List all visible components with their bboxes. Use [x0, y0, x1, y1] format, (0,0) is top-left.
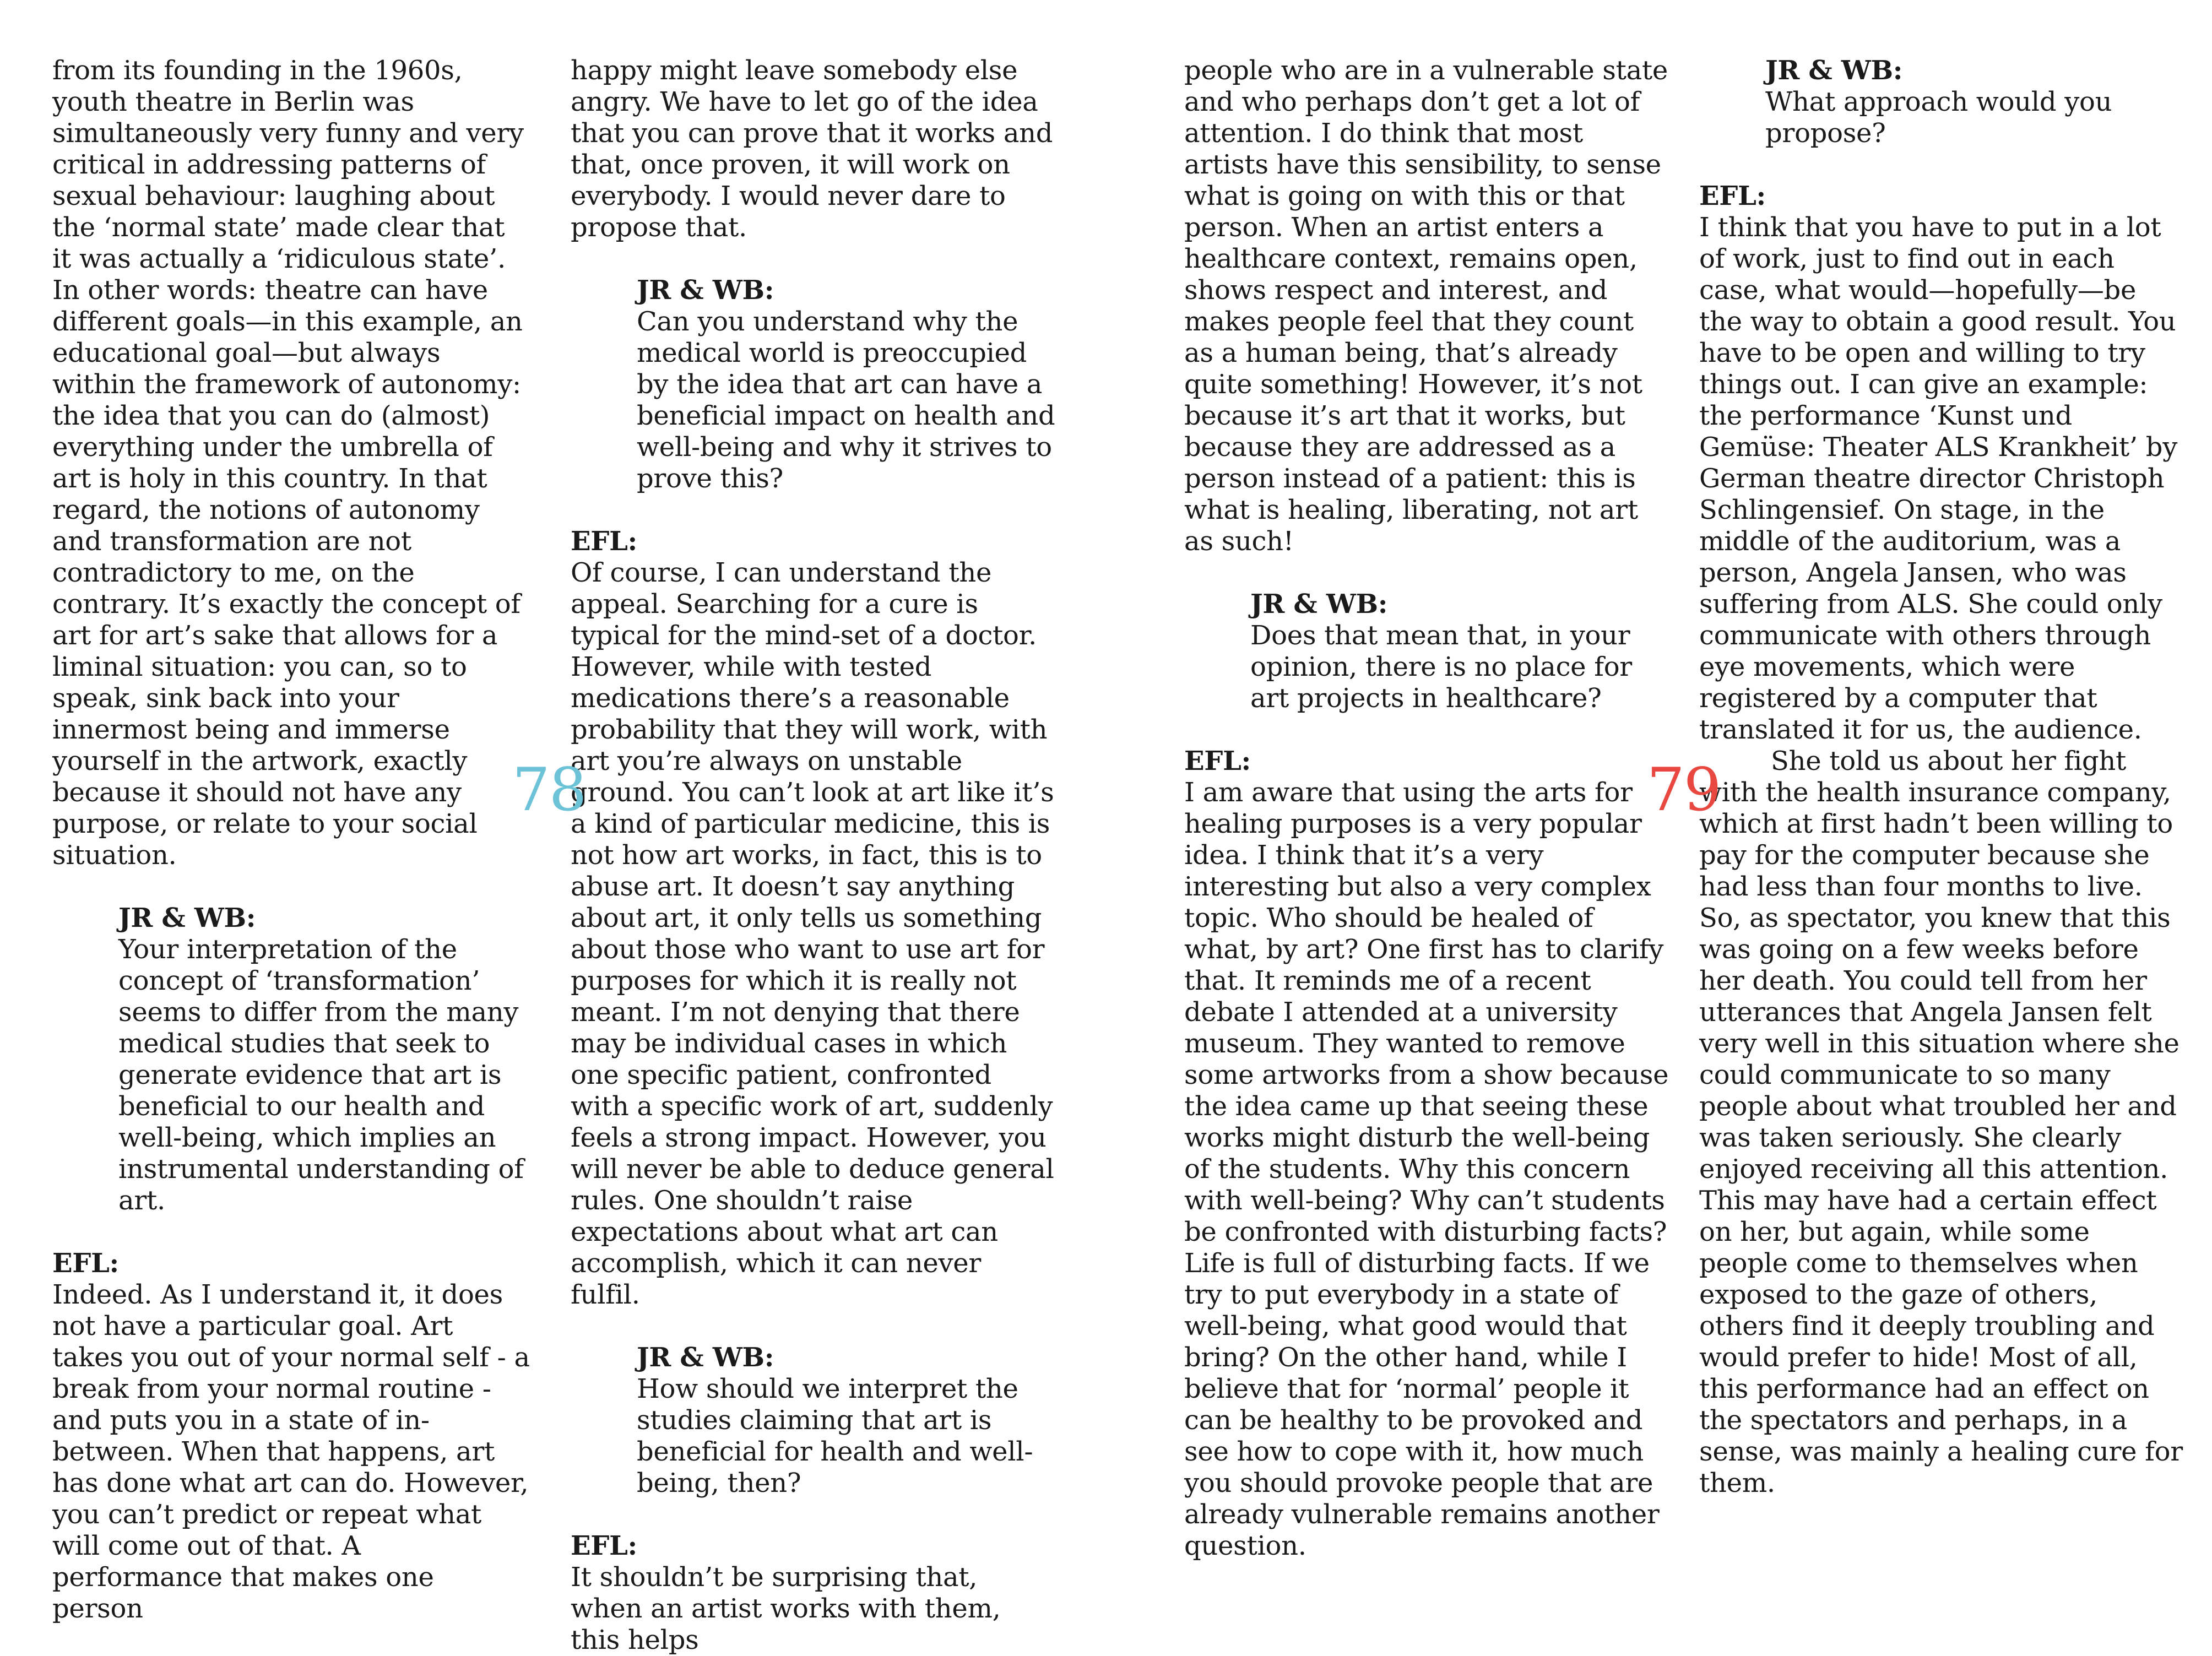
paragraph: people who are in a vulnerable state and who perhaps don’t get a lot of attention. I do think that most artists have this sensibility, to sense what is going on with this or that person. When an artist enters a healthcare context, remains open, shows respect and interest, and makes people feel that they count as a human being, that’s already quite something! However, it’s not because it’s art that it works, but because they are addressed as a person instead of a patient: this is what is healing, liberating, not art as such!: [1184, 55, 1668, 557]
speaker-label: EFL:: [1184, 746, 1251, 777]
speaker-label: JR & WB:: [1765, 55, 1903, 86]
answer-text: I think that you have to put in a lot of work, just to find out in each case, what would—hopefully—be the way to obtain a good result. You have to be open and willing to try things out. I can give an example: the performance ‘Kunst und Gemüse: Theater ALS Krankheit’ by German theatre director Christoph Schlingensief. On stage, in the middle of the auditorium, was a person, Angela Jansen, who was suffering from ALS. She could only communicate with others through eye movements, which were registered by a computer that translated it for us, the audience.: [1699, 212, 2178, 745]
column-2: [571, 55, 1055, 1656]
speaker-label: EFL:: [571, 526, 637, 557]
speaker-label: JR & WB:: [1250, 589, 1388, 620]
speaker-label: JR & WB:: [637, 1342, 774, 1373]
column-4: [1699, 55, 2184, 1499]
page-number-left: 78: [512, 756, 586, 824]
answer-text-continued: She told us about her fight with the health insurance company, which at first hadn’t been willing to pay for the computer because she had less than four months to live. So, as spectator, you knew that this was going on a few weeks before her death. You could tell from her utterances that Angela Jansen felt very well in this situation where she could communicate to so many people about what troubled her and was taken seriously. She clearly enjoyed receiving all this attention. This may have had a certain effect on her, but again, while some people come to themselves when exposed to the gaze of others, others find it deeply troubling and would prefer to hide! Most of all, this performance had an effect on the spectators and perhaps, in a sense, was mainly a healing cure for them.: [1699, 746, 2183, 1498]
answer-text: Indeed. As I understand it, it does not have a particular goal. Art takes you out of your normal self - a break from your normal routine - and puts you in a state of in-between. When that happens, art has done what art can do. However, you can’t predict or repeat what will come out of that. A performance that makes one person: [52, 1279, 530, 1624]
answer-text: It shouldn’t be surprising that, when an artist works with them, this helps: [571, 1562, 1001, 1655]
column-1: [52, 55, 532, 1625]
question-block: [1250, 589, 1669, 714]
question-text: How should we interpret the studies claiming that art is beneficial for health and well-being, then?: [637, 1373, 1033, 1498]
answer-text: Of course, I can understand the appeal. Searching for a cure is typical for the mind-set of a doctor. However, while with tested medications there’s a reasonable probability that they will work, with art you’re always on unstable ground. You can’t look at art like it’s a kind of particular medicine, this is not how art works, in fact, this is to abuse art. It doesn’t say anything about art, it only tells us something about those who want to use art for purposes for which it is really not meant. I’m not denying that there may be individual cases in which one specific patient, confronted with a specific work of art, suddenly feels a strong impact. However, you will never be able to deduce general rules. One shouldn’t raise expectations about what art can accomplish, which it can never fulfil.: [571, 557, 1054, 1310]
question-block: [637, 1342, 1055, 1499]
question-block: [118, 903, 532, 1217]
question-text: What approach would you propose?: [1765, 86, 2112, 149]
question-block: [637, 275, 1055, 495]
question-text: Your interpretation of the concept of ‘transformation’ seems to differ from the many medical studies that seek to generate evidence that art is beneficial to our health and well-being, which implies an instrumental understanding of art.: [118, 934, 524, 1216]
answer-text: I am aware that using the arts for healing purposes is a very popular idea. I think that it’s a very interesting but also a very complex topic. Who should be healed of what, by art? One first has to clarify that. It reminds me of a recent debate I attended at a university museum. They wanted to remove some artworks from a show because the idea came up that seeing these works might disturb the well-being of the students. Why this concern with well-being? Why can’t students be confronted with disturbing facts? Life is full of disturbing facts. If we try to put everybody in a state of well-being, what good would that bring? On the other hand, while I believe that for ‘normal’ people it can be healthy to be provoked and see how to cope with it, how much you should provoke people that are already vulnerable remains another question.: [1184, 777, 1669, 1561]
question-block: [1765, 55, 2184, 149]
paragraph: happy might leave somebody else angry. We have to let go of the idea that you can prove that it works and that, once proven, it will work on everybody. I would never dare to propose that.: [571, 55, 1053, 243]
speaker-label: JR & WB:: [637, 275, 774, 306]
question-text: Can you understand why the medical world is preoccupied by the idea that art can have a beneficial impact on health and well-being and why it strives to prove this?: [637, 306, 1055, 494]
speaker-label: EFL:: [1699, 181, 1766, 211]
speaker-label: EFL:: [571, 1530, 637, 1561]
speaker-label: JR & WB:: [118, 903, 256, 933]
speaker-label: EFL:: [52, 1248, 119, 1279]
column-3: [1184, 55, 1669, 1562]
paragraph: from its founding in the 1960s, youth theatre in Berlin was simultaneously very funny and very critical in addressing patterns of sexual behaviour: laughing about the ‘normal state’ made clear that it was actually a ‘ridiculous state’. In other words: theatre can have different goals—in this example, an educational goal—but always within the framework of autonomy: the idea that you can do (almost) everything under the umbrella of art is holy in this country. In that regard, the notions of autonomy and transformation are not contradictory to me, on the contrary. It’s exactly the concept of art for art’s sake that allows for a liminal situation: you can, so to speak, sink back into your innermost being and immerse yourself in the artwork, exactly because it should not have any purpose, or relate to your social situation.: [52, 55, 524, 871]
question-text: Does that mean that, in your opinion, there is no place for art projects in healthcare?: [1250, 620, 1632, 714]
page-number-right: 79: [1647, 756, 1721, 824]
